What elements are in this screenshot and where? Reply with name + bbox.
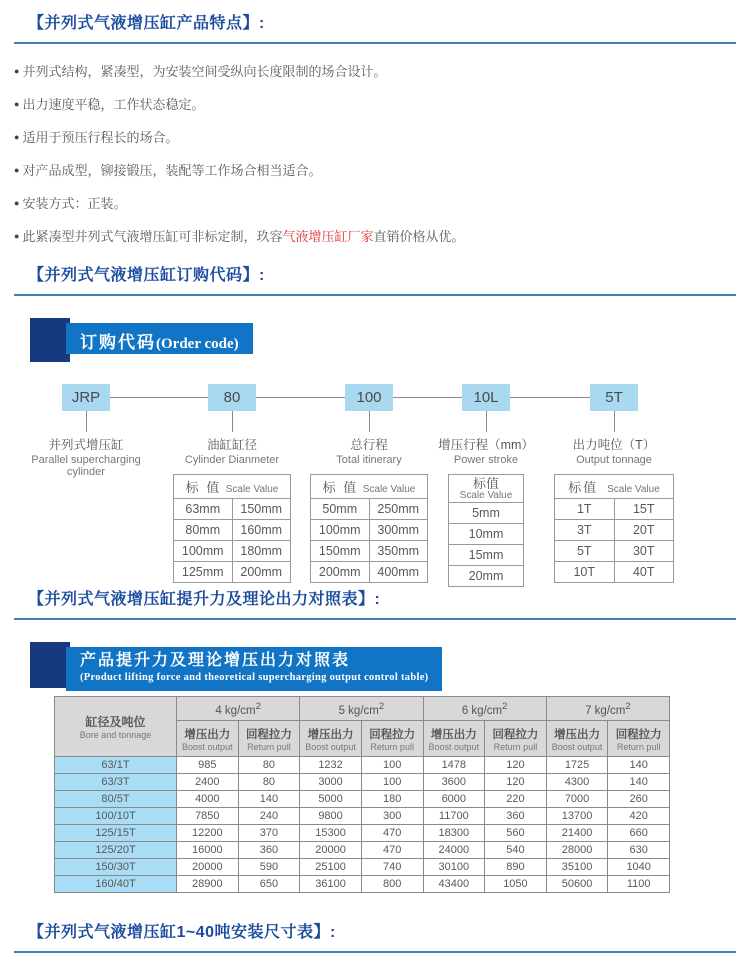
data-cell: 650 — [238, 876, 300, 893]
pressure-header-6kg: 6 $kg/cm^2$ — [423, 697, 546, 721]
header-en: Scale Value — [362, 483, 416, 495]
ribbon-square-decoration — [30, 318, 70, 362]
return-pull-header: 回程拉力 Return pull — [485, 721, 547, 757]
row-header-cell: 150/30T — [55, 859, 177, 876]
data-cell: 120 — [485, 774, 547, 791]
stem-line — [614, 411, 615, 432]
data-cell: 470 — [361, 842, 423, 859]
data-cell: 200mm — [232, 562, 291, 583]
data-cell: 1050 — [485, 876, 547, 893]
tonnage-scale-table — [554, 474, 674, 583]
data-cell: 80 — [238, 774, 300, 791]
column-label-cn: 出力吨位（T） — [572, 438, 656, 452]
header-cn: 标值 — [568, 479, 599, 495]
data-cell: 985 — [177, 757, 239, 774]
data-cell: 20T — [614, 520, 674, 541]
table-row — [174, 541, 291, 562]
data-cell: 3000 — [300, 774, 362, 791]
header-en: Scale Value — [607, 483, 660, 495]
feature-text: 出力速度平稳，工作状态稳定。 — [22, 97, 205, 112]
order-column-bore — [166, 384, 298, 583]
data-cell: 125mm — [174, 562, 233, 583]
corner-header — [55, 697, 177, 757]
force-section-title: 【并列式气液增压缸提升力及理论出力对照表】: — [28, 591, 381, 608]
data-cell: 560 — [485, 825, 547, 842]
data-cell: 13700 — [546, 808, 608, 825]
data-cell: 240 — [238, 808, 300, 825]
ribbon-label-en: (Product lifting force and theoretical supercharging output control table) — [80, 672, 429, 683]
feature-text: 此紧凑型并列式气液增压缸可非标定制，玖容 — [22, 229, 283, 244]
column-label-cn: 增压行程（mm） — [438, 438, 534, 452]
header-en: Scale Value — [225, 483, 279, 495]
feature-text: 适用于预压行程长的场合。 — [22, 130, 179, 145]
pressure-header-7kg: 7 $kg/cm^2$ — [546, 697, 669, 721]
ribbon-label-en: (Order code) — [156, 336, 239, 352]
table-row — [55, 876, 670, 893]
table-row — [55, 774, 670, 791]
table-header-row — [174, 475, 291, 499]
bullet-icon: ● — [14, 132, 20, 142]
feature-item — [14, 196, 736, 211]
manufacturer-link[interactable]: 气液增压缸厂家 — [282, 229, 374, 244]
bullet-icon: ● — [14, 165, 20, 175]
corner-header-cn: 缸径及吨位 — [85, 715, 146, 729]
feature-item — [14, 229, 736, 244]
bullet-icon: ● — [14, 66, 20, 76]
ribbon-label-cn: 订购代码 — [80, 333, 156, 352]
data-cell: 1725 — [546, 757, 608, 774]
section-divider — [14, 618, 736, 620]
table-row — [55, 757, 670, 774]
column-label-en: Output tonnage — [576, 454, 652, 466]
bullet-icon: ● — [14, 99, 20, 109]
data-cell: 50mm — [311, 499, 370, 520]
data-cell: 590 — [238, 859, 300, 876]
superscript: 2 — [502, 700, 508, 712]
data-cell: 160mm — [232, 520, 291, 541]
row-header-cell: 63/1T — [55, 757, 177, 774]
section-divider — [14, 294, 736, 296]
ribbon-label-cn: 产品提升力及理论增压出力对照表 — [80, 652, 351, 669]
table-row — [174, 520, 291, 541]
bullet-icon: ● — [14, 231, 20, 241]
table-row — [55, 859, 670, 876]
table-row — [311, 520, 428, 541]
data-cell: 20mm — [449, 566, 524, 587]
data-cell: 5000 — [300, 791, 362, 808]
table-row — [174, 562, 291, 583]
code-box-tonnage: 5T — [590, 384, 638, 411]
stem-line — [86, 411, 87, 432]
feature-item — [14, 64, 736, 79]
data-cell: 660 — [608, 825, 670, 842]
data-cell: 100mm — [311, 520, 370, 541]
data-cell: 140 — [608, 757, 670, 774]
table-row — [449, 566, 524, 587]
data-cell: 9800 — [300, 808, 362, 825]
data-cell: 540 — [485, 842, 547, 859]
data-cell: 3T — [555, 520, 615, 541]
data-cell: 1232 — [300, 757, 362, 774]
table-row — [449, 545, 524, 566]
table-row — [449, 503, 524, 524]
feature-item — [14, 97, 736, 112]
data-cell: 360 — [485, 808, 547, 825]
table-row — [555, 520, 674, 541]
pressure-header-5kg: 5 $kg/cm^2$ — [300, 697, 423, 721]
data-cell: 4300 — [546, 774, 608, 791]
data-cell: 180 — [361, 791, 423, 808]
data-cell: 300 — [361, 808, 423, 825]
superscript: 2 — [255, 700, 261, 712]
data-cell: 36100 — [300, 876, 362, 893]
data-cell: 5mm — [449, 503, 524, 524]
row-header-cell: 125/15T — [55, 825, 177, 842]
order-column-series — [20, 384, 152, 478]
table-row — [555, 541, 674, 562]
row-header-cell: 125/20T — [55, 842, 177, 859]
data-cell: 1040 — [608, 859, 670, 876]
column-label-en: Cylinder Dianmeter — [184, 454, 280, 466]
column-label-en: Parallel supercharging cylinder — [31, 454, 141, 478]
feature-list — [14, 64, 736, 244]
data-cell: 140 — [608, 774, 670, 791]
return-pull-header: 回程拉力 Return pull — [608, 721, 670, 757]
table-row — [174, 499, 291, 520]
data-cell: 100mm — [174, 541, 233, 562]
data-cell: 7000 — [546, 791, 608, 808]
data-cell: 21400 — [546, 825, 608, 842]
order-column-stroke — [303, 384, 435, 583]
feature-text: 安装方式：正装。 — [22, 196, 127, 211]
data-cell: 5T — [555, 541, 615, 562]
stroke-scale-table — [310, 474, 428, 583]
data-cell: 200mm — [311, 562, 370, 583]
data-cell: 40T — [614, 562, 674, 583]
data-cell: 740 — [361, 859, 423, 876]
header-cn: 标 值 — [185, 479, 222, 495]
column-label-en: Power stroke — [453, 454, 519, 466]
data-cell: 1T — [555, 499, 615, 520]
scale-value-header — [174, 475, 291, 499]
header-cn: 标 值 — [322, 479, 359, 495]
column-label-cn: 并列式增压缸 — [48, 438, 124, 452]
data-cell: 20000 — [177, 859, 239, 876]
force-table-ribbon — [30, 642, 750, 690]
data-cell: 80 — [238, 757, 300, 774]
data-cell: 1100 — [608, 876, 670, 893]
data-cell: 100 — [361, 774, 423, 791]
data-cell: 220 — [485, 791, 547, 808]
data-cell: 150mm — [232, 499, 291, 520]
data-cell: 28900 — [177, 876, 239, 893]
feature-text: 并列式结构，紧凑型，为安装空间受纵向长度限制的场合设计。 — [22, 64, 387, 79]
boost-output-header: 增压出力 Boost output — [300, 721, 362, 757]
data-cell: 43400 — [423, 876, 485, 893]
corner-header-en: Bore and tonnage — [79, 730, 152, 740]
data-cell: 25100 — [300, 859, 362, 876]
boost-output-header: 增压出力 Boost output — [177, 721, 239, 757]
data-cell: 400mm — [369, 562, 428, 583]
order-code-ribbon — [30, 318, 750, 366]
table-row — [555, 562, 674, 583]
order-column-power-stroke — [420, 384, 552, 587]
code-box-power-stroke: 10L — [462, 384, 510, 411]
data-cell: 120 — [485, 757, 547, 774]
data-cell: 18300 — [423, 825, 485, 842]
data-cell: 360 — [238, 842, 300, 859]
ribbon-square-decoration — [30, 642, 70, 688]
return-pull-header: 回程拉力 Return pull — [238, 721, 300, 757]
superscript: 2 — [378, 700, 385, 712]
table-header-row — [555, 475, 674, 499]
data-cell: 10mm — [449, 524, 524, 545]
force-output-table — [54, 696, 670, 893]
return-pull-header: 回程拉力 Return pull — [361, 721, 423, 757]
data-cell: 24000 — [423, 842, 485, 859]
data-cell: 180mm — [232, 541, 291, 562]
code-box-bore: 80 — [208, 384, 256, 411]
bullet-icon: ● — [14, 198, 20, 208]
data-cell: 28000 — [546, 842, 608, 859]
data-cell: 100 — [361, 757, 423, 774]
table-row — [55, 842, 670, 859]
column-label-en: Total itinerary — [336, 454, 402, 466]
code-box-series: JRP — [62, 384, 110, 411]
data-cell: 370 — [238, 825, 300, 842]
data-cell: 150mm — [311, 541, 370, 562]
header-cn: 标值 — [472, 475, 499, 491]
section-divider — [14, 42, 736, 44]
data-cell: 890 — [485, 859, 547, 876]
table-row — [555, 499, 674, 520]
stem-line — [486, 411, 487, 432]
table-row — [311, 541, 428, 562]
order-code-diagram — [0, 384, 750, 586]
feature-text: 对产品成型，铆接锻压，装配等工作场合相当适合。 — [22, 163, 322, 178]
table-row — [311, 562, 428, 583]
header-en: Scale Value — [459, 489, 513, 501]
data-cell: 260 — [608, 791, 670, 808]
dimensions-section-title: 【并列式气液增压缸1~40吨安装尺寸表】: — [28, 924, 336, 941]
data-cell: 63mm — [174, 499, 233, 520]
power-stroke-scale-table — [448, 474, 524, 587]
boost-output-header: 增压出力 Boost output — [546, 721, 608, 757]
data-cell: 20000 — [300, 842, 362, 859]
order-section-title: 【并列式气液增压缸订购代码】: — [28, 267, 265, 284]
table-row — [55, 791, 670, 808]
row-header-cell: 160/40T — [55, 876, 177, 893]
column-label-cn: 油缸缸径 — [206, 438, 257, 452]
data-cell: 1478 — [423, 757, 485, 774]
boost-output-header: 增压出力 Boost output — [423, 721, 485, 757]
data-cell: 16000 — [177, 842, 239, 859]
data-cell: 15T — [614, 499, 674, 520]
pressure-header-4kg: 4 $kg/cm^2$ — [177, 697, 300, 721]
features-section-title: 【并列式气液增压缸产品特点】: — [28, 15, 265, 32]
table-row — [55, 808, 670, 825]
data-cell: 6000 — [423, 791, 485, 808]
feature-text: 直销价格从优。 — [373, 229, 465, 244]
data-cell: 11700 — [423, 808, 485, 825]
scale-value-header — [311, 475, 428, 499]
stem-line — [369, 411, 370, 432]
table-header-row — [311, 475, 428, 499]
stem-line — [232, 411, 233, 432]
data-cell: 30T — [614, 541, 674, 562]
feature-item — [14, 130, 736, 145]
data-cell: 4000 — [177, 791, 239, 808]
row-header-cell: 80/5T — [55, 791, 177, 808]
order-column-tonnage — [548, 384, 680, 583]
data-cell: 420 — [608, 808, 670, 825]
table-row — [311, 499, 428, 520]
row-header-cell: 63/3T — [55, 774, 177, 791]
ribbon-label — [66, 647, 442, 691]
feature-item — [14, 163, 736, 178]
data-cell: 350mm — [369, 541, 428, 562]
code-box-stroke: 100 — [345, 384, 393, 411]
data-cell: 30100 — [423, 859, 485, 876]
row-header-cell: 100/10T — [55, 808, 177, 825]
section-divider — [14, 951, 736, 953]
bore-scale-table — [173, 474, 291, 583]
column-label-cn: 总行程 — [350, 438, 388, 452]
table-header-row — [55, 697, 670, 721]
data-cell: 35100 — [546, 859, 608, 876]
scale-value-header — [555, 475, 674, 499]
data-cell: 140 — [238, 791, 300, 808]
data-cell: 800 — [361, 876, 423, 893]
data-cell: 15mm — [449, 545, 524, 566]
table-row — [449, 524, 524, 545]
data-cell: 2400 — [177, 774, 239, 791]
data-cell: 12200 — [177, 825, 239, 842]
ribbon-label — [66, 323, 253, 354]
data-cell: 10T — [555, 562, 615, 583]
data-cell: 7850 — [177, 808, 239, 825]
table-header-row — [449, 475, 524, 503]
data-cell: 630 — [608, 842, 670, 859]
data-cell: 470 — [361, 825, 423, 842]
data-cell: 50600 — [546, 876, 608, 893]
data-cell: 3600 — [423, 774, 485, 791]
scale-value-header — [449, 475, 524, 503]
data-cell: 250mm — [369, 499, 428, 520]
data-cell: 80mm — [174, 520, 233, 541]
data-cell: 300mm — [369, 520, 428, 541]
data-cell: 15300 — [300, 825, 362, 842]
table-row — [55, 825, 670, 842]
superscript: 2 — [625, 700, 631, 712]
